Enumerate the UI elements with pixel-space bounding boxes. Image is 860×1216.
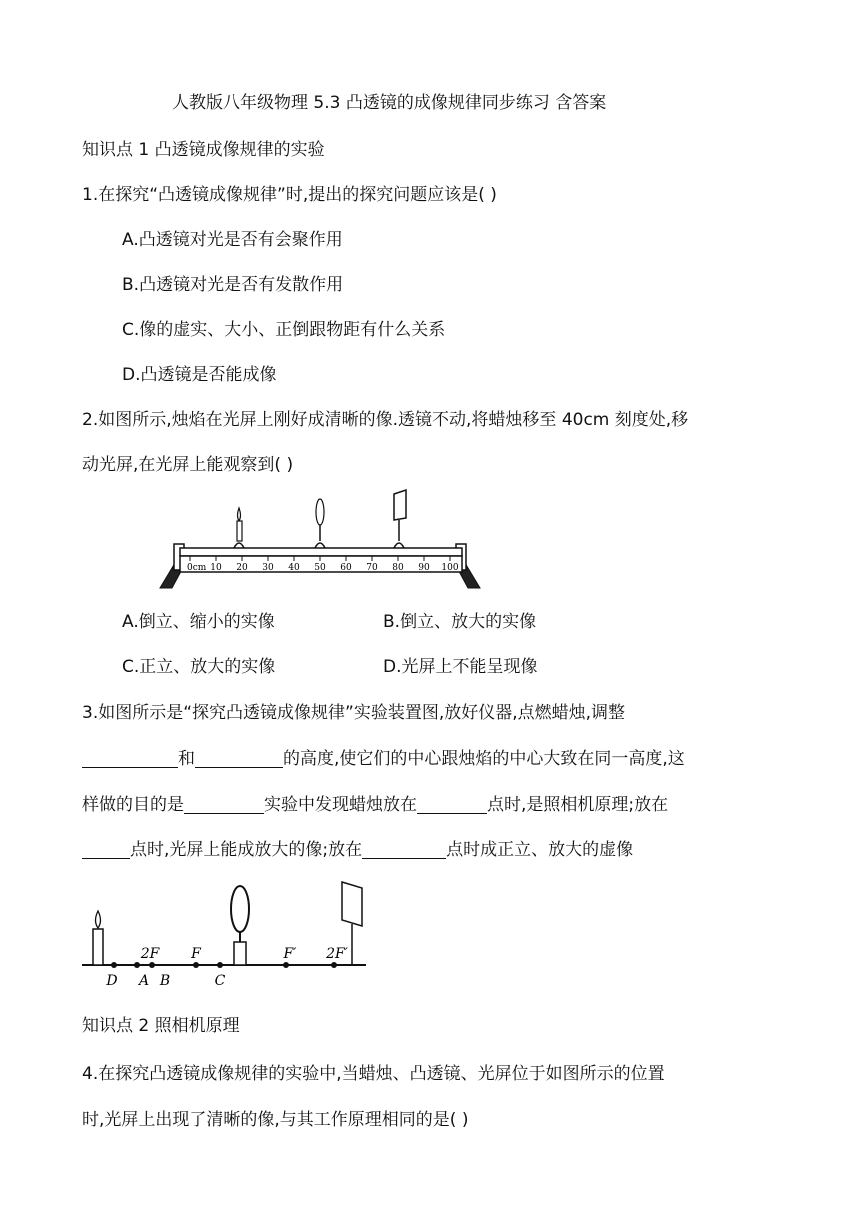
answer-blank-6[interactable] bbox=[362, 841, 446, 859]
question-3-text: 样做的目的是 bbox=[82, 795, 184, 815]
candle bbox=[93, 911, 103, 965]
question-2-option-b: B.倒立、放大的实像 bbox=[383, 612, 537, 632]
point-b bbox=[149, 962, 155, 968]
optical-bench-figure bbox=[150, 488, 490, 592]
ruler-tick-label: 30 bbox=[262, 563, 274, 573]
bench-rail bbox=[180, 548, 462, 556]
section-heading-1: 知识点 1 凸透镜成像规律的实验 bbox=[82, 140, 325, 160]
question-1-option-d: D.凸透镜是否能成像 bbox=[122, 365, 277, 385]
point-a bbox=[134, 962, 140, 968]
candle-on-bench bbox=[234, 508, 244, 548]
question-3-line-4 bbox=[82, 841, 633, 859]
question-3-text: 实验中发现蜡烛放在 bbox=[264, 795, 417, 815]
label-a: A bbox=[138, 973, 150, 989]
label-f-prime: F′ bbox=[283, 946, 297, 962]
question-4-stem-line-2: 时,光屏上出现了清晰的像,与其工作原理相同的是( ) bbox=[82, 1110, 469, 1130]
point-c bbox=[217, 962, 223, 968]
question-3-text: 和 bbox=[178, 749, 195, 769]
answer-blank-3[interactable] bbox=[184, 796, 264, 814]
ruler-tick-label: 70 bbox=[366, 563, 378, 573]
question-2-option-d: D.光屏上不能呈现像 bbox=[383, 657, 538, 677]
ruler-tick-label: 0cm bbox=[187, 563, 207, 573]
question-3-line-3 bbox=[82, 796, 668, 814]
ruler-tick-label: 60 bbox=[340, 563, 352, 573]
label-d: D bbox=[106, 973, 118, 989]
question-2-stem-line-2: 动光屏,在光屏上能观察到( ) bbox=[82, 455, 294, 475]
question-3-line-1: 3.如图所示是“探究凸透镜成像规律”实验装置图,放好仪器,点燃蜡烛,调整 bbox=[82, 703, 626, 723]
question-1-option-b: B.凸透镜对光是否有发散作用 bbox=[122, 275, 344, 295]
page-title: 人教版八年级物理 5.3 凸透镜的成像规律同步练习 含答案 bbox=[172, 93, 607, 113]
ruler-tick-label: 100 bbox=[441, 563, 459, 573]
question-1-option-a: A.凸透镜对光是否有会聚作用 bbox=[122, 230, 343, 250]
lens-experiment-figure bbox=[80, 878, 370, 993]
lens-on-bench bbox=[315, 499, 325, 548]
ruler-tick-label: 20 bbox=[236, 563, 248, 573]
label-b: B bbox=[159, 973, 171, 989]
ruler-tick-label: 50 bbox=[314, 563, 326, 573]
ruler-tick-label: 40 bbox=[288, 563, 300, 573]
question-3-text: 的高度,使它们的中心跟烛焰的中心大致在同一高度,这 bbox=[283, 749, 685, 769]
question-3-line-2 bbox=[82, 750, 685, 768]
label-f: F bbox=[191, 946, 201, 962]
point-f-prime bbox=[283, 962, 289, 968]
point-2f-prime bbox=[331, 962, 337, 968]
ruler-tick-label: 80 bbox=[392, 563, 404, 573]
ruler-tick-label: 10 bbox=[210, 563, 222, 573]
question-2-option-c: C.正立、放大的实像 bbox=[122, 657, 276, 677]
section-heading-2: 知识点 2 照相机原理 bbox=[82, 1016, 240, 1036]
label-2f-prime: 2F′ bbox=[326, 946, 348, 962]
question-3-text: 点时,光屏上能成放大的像;放在 bbox=[130, 840, 363, 860]
point-d bbox=[111, 962, 117, 968]
question-2-option-a: A.倒立、缩小的实像 bbox=[122, 612, 275, 632]
label-c: C bbox=[214, 973, 226, 989]
question-4-stem-line-1: 4.在探究凸透镜成像规律的实验中,当蜡烛、凸透镜、光屏位于如图所示的位置 bbox=[82, 1064, 665, 1084]
answer-blank-1[interactable] bbox=[82, 750, 178, 768]
answer-blank-5[interactable] bbox=[82, 841, 130, 859]
label-2f: 2F bbox=[140, 946, 160, 962]
convex-lens bbox=[231, 886, 249, 965]
screen-on-bench bbox=[394, 490, 406, 548]
answer-blank-4[interactable] bbox=[417, 796, 487, 814]
question-3-text: 点时成正立、放大的虚像 bbox=[446, 840, 634, 860]
question-1-option-c: C.像的虚实、大小、正倒跟物距有什么关系 bbox=[122, 320, 446, 340]
question-1-stem: 1.在探究“凸透镜成像规律”时,提出的探究问题应该是( ) bbox=[82, 185, 497, 205]
ruler-tick-label: 90 bbox=[418, 563, 430, 573]
point-f bbox=[193, 962, 199, 968]
question-3-text: 点时,是照相机原理;放在 bbox=[487, 795, 669, 815]
answer-blank-2[interactable] bbox=[195, 750, 283, 768]
question-2-stem-line-1: 2.如图所示,烛焰在光屏上刚好成清晰的像.透镜不动,将蜡烛移至 40cm 刻度处,移 bbox=[82, 410, 689, 430]
